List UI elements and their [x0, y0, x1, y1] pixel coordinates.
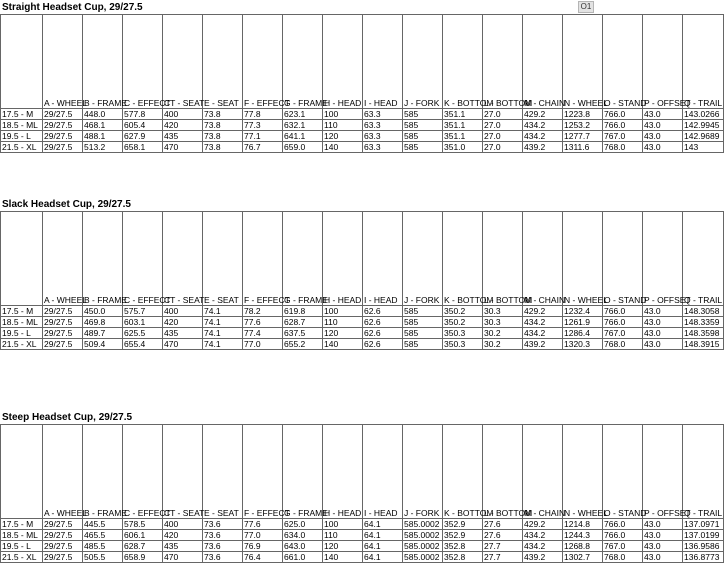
- table-cell[interactable]: 661.0: [283, 552, 323, 563]
- table-cell[interactable]: 77.0: [243, 530, 283, 541]
- table-cell[interactable]: 64.1: [363, 552, 403, 563]
- table-cell[interactable]: 29/27.5: [43, 306, 83, 317]
- table-cell[interactable]: 63.3: [363, 142, 403, 153]
- table-cell[interactable]: 143: [683, 142, 724, 153]
- table-cell[interactable]: 77.1: [243, 131, 283, 142]
- column-header[interactable]: F - EFFECT: [243, 425, 283, 519]
- column-header[interactable]: C - EFFECT: [123, 15, 163, 109]
- size-label-cell[interactable]: 17.5 - M: [1, 306, 43, 317]
- table-cell[interactable]: 27.0: [483, 131, 523, 142]
- table-cell[interactable]: 469.8: [83, 317, 123, 328]
- table-cell[interactable]: 64.1: [363, 541, 403, 552]
- size-label-cell[interactable]: 17.5 - M: [1, 519, 43, 530]
- column-header[interactable]: H - HEAD: [323, 425, 363, 519]
- table-cell[interactable]: 628.7: [283, 317, 323, 328]
- table-cell[interactable]: 148.3598: [683, 328, 724, 339]
- size-label-cell[interactable]: 21.5 - XL: [1, 142, 43, 153]
- table-cell[interactable]: 73.8: [203, 142, 243, 153]
- table-cell[interactable]: 120: [323, 131, 363, 142]
- table-cell[interactable]: 1232.4: [563, 306, 603, 317]
- table-cell[interactable]: 73.6: [203, 530, 243, 541]
- table-cell[interactable]: 641.1: [283, 131, 323, 142]
- table-cell[interactable]: 585.0002: [403, 552, 443, 563]
- table-cell[interactable]: 76.4: [243, 552, 283, 563]
- column-header[interactable]: O - STAND: [603, 15, 643, 109]
- table-cell[interactable]: 766.0: [603, 530, 643, 541]
- column-header[interactable]: H - HEAD: [323, 212, 363, 306]
- column-header[interactable]: F - EFFECT: [243, 212, 283, 306]
- table-row: [1, 306, 724, 317]
- size-label-cell[interactable]: 19.5 - L: [1, 131, 43, 142]
- table-cell[interactable]: 628.7: [123, 541, 163, 552]
- table-cell[interactable]: 606.1: [123, 530, 163, 541]
- table-cell[interactable]: 468.1: [83, 120, 123, 131]
- table-cell[interactable]: 435: [163, 131, 203, 142]
- table-cell[interactable]: 43.0: [643, 306, 683, 317]
- table-cell[interactable]: 400: [163, 306, 203, 317]
- table-cell[interactable]: 470: [163, 552, 203, 563]
- table-cell[interactable]: 768.0: [603, 552, 643, 563]
- table-cell[interactable]: 29/27.5: [43, 109, 83, 120]
- table-cell[interactable]: 142.9689: [683, 131, 724, 142]
- table-cell[interactable]: 73.6: [203, 552, 243, 563]
- table-cell[interactable]: 76.7: [243, 142, 283, 153]
- table-cell[interactable]: 605.4: [123, 120, 163, 131]
- table-cell[interactable]: 29/27.5: [43, 541, 83, 552]
- table-cell[interactable]: 62.6: [363, 339, 403, 350]
- table-cell[interactable]: 767.0: [603, 131, 643, 142]
- column-header[interactable]: B - FRAME: [83, 425, 123, 519]
- column-header[interactable]: A - WHEEL: [43, 15, 83, 109]
- table-cell[interactable]: 148.3915: [683, 339, 724, 350]
- table-cell[interactable]: 77.6: [243, 317, 283, 328]
- column-header[interactable]: E - SEAT: [203, 212, 243, 306]
- column-header[interactable]: M - CHAIN: [523, 212, 563, 306]
- table-cell[interactable]: 29/27.5: [43, 530, 83, 541]
- table-cell[interactable]: 140: [323, 339, 363, 350]
- table-cell[interactable]: 77.6: [243, 519, 283, 530]
- table-cell[interactable]: 73.8: [203, 120, 243, 131]
- table-cell[interactable]: 513.2: [83, 142, 123, 153]
- column-header[interactable]: B - FRAME: [83, 212, 123, 306]
- table-cell[interactable]: 76.9: [243, 541, 283, 552]
- table-cell[interactable]: 434.2: [523, 317, 563, 328]
- table-cell[interactable]: 137.0971: [683, 519, 724, 530]
- table-cell[interactable]: 352.8: [443, 552, 483, 563]
- table-cell[interactable]: 73.6: [203, 519, 243, 530]
- table-cell[interactable]: 63.3: [363, 120, 403, 131]
- table-row: [1, 530, 724, 541]
- table-cell[interactable]: 142.9945: [683, 120, 724, 131]
- column-header[interactable]: E - SEAT: [203, 425, 243, 519]
- table-cell[interactable]: 352.9: [443, 530, 483, 541]
- table-cell[interactable]: 658.9: [123, 552, 163, 563]
- column-header[interactable]: P - OFFSET: [643, 425, 683, 519]
- table-cell[interactable]: 585: [403, 306, 443, 317]
- table-cell[interactable]: 148.3359: [683, 317, 724, 328]
- column-header[interactable]: P - OFFSET: [643, 212, 683, 306]
- table-cell[interactable]: 43.0: [643, 317, 683, 328]
- column-header[interactable]: CT - SEAT: [163, 15, 203, 109]
- table-cell[interactable]: 43.0: [643, 142, 683, 153]
- table-cell[interactable]: 585.0002: [403, 530, 443, 541]
- table-cell[interactable]: 62.6: [363, 317, 403, 328]
- table-cell[interactable]: 465.5: [83, 530, 123, 541]
- column-header[interactable]: E - SEAT: [203, 15, 243, 109]
- table-cell[interactable]: 470: [163, 142, 203, 153]
- table-cell[interactable]: 27.7: [483, 552, 523, 563]
- table-cell[interactable]: 434.2: [523, 541, 563, 552]
- column-header[interactable]: C - EFFECT: [123, 212, 163, 306]
- column-header[interactable]: O - STAND: [603, 425, 643, 519]
- header-row: [1, 425, 724, 519]
- table-cell[interactable]: 488.1: [83, 131, 123, 142]
- table-cell[interactable]: 505.5: [83, 552, 123, 563]
- table-cell[interactable]: 43.0: [643, 120, 683, 131]
- column-header[interactable]: CT - SEAT: [163, 212, 203, 306]
- table-cell[interactable]: 445.5: [83, 519, 123, 530]
- column-header[interactable]: N - WHEEL: [563, 15, 603, 109]
- table-cell[interactable]: 30.3: [483, 306, 523, 317]
- table-cell[interactable]: 585: [403, 109, 443, 120]
- table-row: [1, 131, 724, 142]
- table-cell[interactable]: 100: [323, 519, 363, 530]
- table-cell[interactable]: 1223.8: [563, 109, 603, 120]
- table-cell[interactable]: 77.4: [243, 328, 283, 339]
- column-header[interactable]: N - WHEEL: [563, 212, 603, 306]
- table-cell[interactable]: 140: [323, 552, 363, 563]
- table-cell[interactable]: 43.0: [643, 339, 683, 350]
- table-cell[interactable]: 434.2: [523, 530, 563, 541]
- column-header[interactable]: P - OFFSET: [643, 15, 683, 109]
- table-cell[interactable]: 767.0: [603, 328, 643, 339]
- table-row: [1, 328, 724, 339]
- column-header[interactable]: M - CHAIN: [523, 15, 563, 109]
- table-cell[interactable]: 766.0: [603, 120, 643, 131]
- table-cell[interactable]: 585: [403, 317, 443, 328]
- table-cell[interactable]: 434.2: [523, 328, 563, 339]
- table-cell[interactable]: 585: [403, 339, 443, 350]
- column-header[interactable]: F - EFFECT: [243, 15, 283, 109]
- table-cell[interactable]: 577.8: [123, 109, 163, 120]
- table-cell[interactable]: 29/27.5: [43, 519, 83, 530]
- table-cell[interactable]: 1253.2: [563, 120, 603, 131]
- table-cell[interactable]: 766.0: [603, 317, 643, 328]
- column-header[interactable]: I - HEAD: [363, 212, 403, 306]
- size-label-cell[interactable]: 18.5 - ML: [1, 317, 43, 328]
- table-cell[interactable]: 623.1: [283, 109, 323, 120]
- column-header[interactable]: Q - TRAIL: [683, 15, 724, 109]
- column-header[interactable]: G - FRAME: [283, 212, 323, 306]
- table-cell[interactable]: 766.0: [603, 109, 643, 120]
- geometry-table: [0, 424, 724, 563]
- table-cell[interactable]: 448.0: [83, 109, 123, 120]
- table-cell[interactable]: 352.9: [443, 519, 483, 530]
- table-cell[interactable]: 27.0: [483, 109, 523, 120]
- table-cell[interactable]: 575.7: [123, 306, 163, 317]
- table-cell[interactable]: 585.0002: [403, 519, 443, 530]
- column-header[interactable]: K - BOTTOM: [443, 425, 483, 519]
- table-cell[interactable]: 62.6: [363, 328, 403, 339]
- size-label-cell[interactable]: 21.5 - XL: [1, 339, 43, 350]
- table-cell[interactable]: 73.8: [203, 109, 243, 120]
- table-cell[interactable]: 29/27.5: [43, 317, 83, 328]
- table-cell[interactable]: 658.1: [123, 142, 163, 153]
- table-cell[interactable]: 1302.7: [563, 552, 603, 563]
- table-row: [1, 552, 724, 563]
- column-header[interactable]: CT - SEAT: [163, 425, 203, 519]
- column-header[interactable]: K - BOTTOM: [443, 15, 483, 109]
- section-title: Slack Headset Cup, 29/27.5: [2, 199, 131, 210]
- table-cell[interactable]: 766.0: [603, 519, 643, 530]
- table-cell[interactable]: 30.3: [483, 317, 523, 328]
- table-cell[interactable]: 429.2: [523, 306, 563, 317]
- table-cell[interactable]: 767.0: [603, 541, 643, 552]
- table-cell[interactable]: 1286.4: [563, 328, 603, 339]
- table-cell[interactable]: 29/27.5: [43, 142, 83, 153]
- column-header[interactable]: H - HEAD: [323, 15, 363, 109]
- table-cell[interactable]: 439.2: [523, 339, 563, 350]
- table-cell[interactable]: 148.3058: [683, 306, 724, 317]
- table-cell[interactable]: 29/27.5: [43, 131, 83, 142]
- size-label-cell[interactable]: 17.5 - M: [1, 109, 43, 120]
- table-cell[interactable]: 110: [323, 317, 363, 328]
- table-cell[interactable]: 30.2: [483, 328, 523, 339]
- table-cell[interactable]: 634.0: [283, 530, 323, 541]
- table-cell[interactable]: 632.1: [283, 120, 323, 131]
- table-cell[interactable]: 627.9: [123, 131, 163, 142]
- table-row: [1, 317, 724, 328]
- table-cell[interactable]: 434.2: [523, 120, 563, 131]
- table-cell[interactable]: 585: [403, 142, 443, 153]
- column-header[interactable]: B - FRAME: [83, 15, 123, 109]
- table-cell[interactable]: 120: [323, 541, 363, 552]
- geometry-table: [0, 211, 724, 350]
- size-label-cell[interactable]: 19.5 - L: [1, 328, 43, 339]
- table-cell[interactable]: 350.2: [443, 306, 483, 317]
- table-cell[interactable]: 137.0199: [683, 530, 724, 541]
- table-cell[interactable]: 1311.6: [563, 142, 603, 153]
- section-title: Straight Headset Cup, 29/27.5: [2, 2, 143, 13]
- table-cell[interactable]: 655.2: [283, 339, 323, 350]
- table-cell[interactable]: 435: [163, 328, 203, 339]
- table-cell[interactable]: 43.0: [643, 109, 683, 120]
- size-label-cell[interactable]: 21.5 - XL: [1, 552, 43, 563]
- table-cell[interactable]: 400: [163, 519, 203, 530]
- table-row: [1, 339, 724, 350]
- table-cell[interactable]: 110: [323, 120, 363, 131]
- column-header[interactable]: J - FORK: [403, 425, 443, 519]
- column-header[interactable]: G - FRAME: [283, 425, 323, 519]
- column-header[interactable]: I - HEAD: [363, 15, 403, 109]
- column-header[interactable]: [1, 15, 43, 109]
- table-cell[interactable]: 136.9586: [683, 541, 724, 552]
- table-cell[interactable]: 43.0: [643, 530, 683, 541]
- size-label-cell[interactable]: 18.5 - ML: [1, 120, 43, 131]
- table-cell[interactable]: 62.6: [363, 306, 403, 317]
- column-header[interactable]: [1, 425, 43, 519]
- table-cell[interactable]: 350.3: [443, 328, 483, 339]
- table-cell[interactable]: 768.0: [603, 339, 643, 350]
- column-header[interactable]: L - BOTTOM: [483, 212, 523, 306]
- table-cell[interactable]: 489.7: [83, 328, 123, 339]
- table-cell[interactable]: 429.2: [523, 109, 563, 120]
- table-cell[interactable]: 470: [163, 339, 203, 350]
- table-cell[interactable]: 619.8: [283, 306, 323, 317]
- table-cell[interactable]: 29/27.5: [43, 552, 83, 563]
- table-cell[interactable]: 655.4: [123, 339, 163, 350]
- table-cell[interactable]: 1268.8: [563, 541, 603, 552]
- table-cell[interactable]: 434.2: [523, 131, 563, 142]
- column-header[interactable]: O - STAND: [603, 212, 643, 306]
- table-cell[interactable]: 585: [403, 120, 443, 131]
- table-cell[interactable]: 585: [403, 328, 443, 339]
- table-cell[interactable]: 43.0: [643, 519, 683, 530]
- table-cell[interactable]: 637.5: [283, 328, 323, 339]
- table-cell[interactable]: 351.1: [443, 131, 483, 142]
- table-cell[interactable]: 1277.7: [563, 131, 603, 142]
- table-cell[interactable]: 643.0: [283, 541, 323, 552]
- section-title: Steep Headset Cup, 29/27.5: [2, 412, 133, 423]
- table-cell[interactable]: 435: [163, 541, 203, 552]
- table-cell[interactable]: 63.3: [363, 109, 403, 120]
- cell-reference-badge: O1: [578, 1, 594, 13]
- table-cell[interactable]: 585.0002: [403, 541, 443, 552]
- column-header[interactable]: M - CHAIN: [523, 425, 563, 519]
- table-cell[interactable]: 1320.3: [563, 339, 603, 350]
- column-header[interactable]: C - EFFECT: [123, 425, 163, 519]
- column-header[interactable]: J - FORK: [403, 212, 443, 306]
- table-cell[interactable]: 420: [163, 530, 203, 541]
- table-cell[interactable]: 64.1: [363, 519, 403, 530]
- table-cell[interactable]: 585: [403, 131, 443, 142]
- table-cell[interactable]: 74.1: [203, 317, 243, 328]
- table-cell[interactable]: 43.0: [643, 541, 683, 552]
- table-cell[interactable]: 351.0: [443, 142, 483, 153]
- table-cell[interactable]: 64.1: [363, 530, 403, 541]
- table-cell[interactable]: 485.5: [83, 541, 123, 552]
- header-row: [1, 15, 724, 109]
- column-header[interactable]: A - WHEEL: [43, 212, 83, 306]
- table-cell[interactable]: 429.2: [523, 519, 563, 530]
- column-header[interactable]: Q - TRAIL: [683, 212, 724, 306]
- table-cell[interactable]: 74.1: [203, 339, 243, 350]
- table-cell[interactable]: 27.0: [483, 142, 523, 153]
- table-cell[interactable]: 1244.3: [563, 530, 603, 541]
- table-cell[interactable]: 136.8773: [683, 552, 724, 563]
- column-header[interactable]: A - WHEEL: [43, 425, 83, 519]
- column-header[interactable]: L - BOTTOM: [483, 425, 523, 519]
- table-cell[interactable]: 100: [323, 306, 363, 317]
- table-cell[interactable]: 768.0: [603, 142, 643, 153]
- table-cell[interactable]: 43.0: [643, 552, 683, 563]
- size-label-cell[interactable]: 19.5 - L: [1, 541, 43, 552]
- table-cell[interactable]: 74.1: [203, 328, 243, 339]
- table-cell[interactable]: 1261.9: [563, 317, 603, 328]
- table-cell[interactable]: 73.8: [203, 131, 243, 142]
- table-cell[interactable]: 43.0: [643, 328, 683, 339]
- size-label-cell[interactable]: 18.5 - ML: [1, 530, 43, 541]
- table-cell[interactable]: 27.0: [483, 120, 523, 131]
- column-header[interactable]: G - FRAME: [283, 15, 323, 109]
- table-cell[interactable]: 420: [163, 120, 203, 131]
- table-cell[interactable]: 29/27.5: [43, 339, 83, 350]
- table-cell[interactable]: 27.6: [483, 519, 523, 530]
- table-row: [1, 142, 724, 153]
- table-cell[interactable]: 73.6: [203, 541, 243, 552]
- header-row: [1, 212, 724, 306]
- table-cell[interactable]: 450.0: [83, 306, 123, 317]
- table-cell[interactable]: 439.2: [523, 142, 563, 153]
- column-header[interactable]: K - BOTTOM: [443, 212, 483, 306]
- table-cell[interactable]: 352.8: [443, 541, 483, 552]
- table-cell[interactable]: 420: [163, 317, 203, 328]
- table-cell[interactable]: 77.0: [243, 339, 283, 350]
- table-cell[interactable]: 1214.8: [563, 519, 603, 530]
- table-cell[interactable]: 30.2: [483, 339, 523, 350]
- column-header[interactable]: N - WHEEL: [563, 425, 603, 519]
- table-cell[interactable]: 29/27.5: [43, 328, 83, 339]
- table-cell[interactable]: 100: [323, 109, 363, 120]
- table-cell[interactable]: 77.8: [243, 109, 283, 120]
- table-row: [1, 519, 724, 530]
- table-cell[interactable]: 603.1: [123, 317, 163, 328]
- table-cell[interactable]: 625.5: [123, 328, 163, 339]
- table-cell[interactable]: 351.1: [443, 109, 483, 120]
- column-header[interactable]: L - BOTTOM: [483, 15, 523, 109]
- column-header[interactable]: I - HEAD: [363, 425, 403, 519]
- column-header[interactable]: [1, 212, 43, 306]
- table-cell[interactable]: 77.3: [243, 120, 283, 131]
- table-cell[interactable]: 766.0: [603, 306, 643, 317]
- table-cell[interactable]: 578.5: [123, 519, 163, 530]
- table-cell[interactable]: 350.2: [443, 317, 483, 328]
- table-cell[interactable]: 110: [323, 530, 363, 541]
- table-cell[interactable]: 120: [323, 328, 363, 339]
- table-cell[interactable]: 659.0: [283, 142, 323, 153]
- table-row: [1, 109, 724, 120]
- table-cell[interactable]: 625.0: [283, 519, 323, 530]
- table-cell[interactable]: 351.1: [443, 120, 483, 131]
- table-cell[interactable]: 509.4: [83, 339, 123, 350]
- table-cell[interactable]: 140: [323, 142, 363, 153]
- table-cell[interactable]: 29/27.5: [43, 120, 83, 131]
- table-cell[interactable]: 143.0266: [683, 109, 724, 120]
- table-cell[interactable]: 63.3: [363, 131, 403, 142]
- table-cell[interactable]: 439.2: [523, 552, 563, 563]
- table-row: [1, 541, 724, 552]
- table-cell[interactable]: 27.6: [483, 530, 523, 541]
- geometry-table: [0, 14, 724, 153]
- table-row: [1, 120, 724, 131]
- table-cell[interactable]: 43.0: [643, 131, 683, 142]
- table-cell[interactable]: 400: [163, 109, 203, 120]
- column-header[interactable]: J - FORK: [403, 15, 443, 109]
- table-cell[interactable]: 78.2: [243, 306, 283, 317]
- table-cell[interactable]: 350.3: [443, 339, 483, 350]
- table-cell[interactable]: 74.1: [203, 306, 243, 317]
- column-header[interactable]: Q - TRAIL: [683, 425, 724, 519]
- table-cell[interactable]: 27.7: [483, 541, 523, 552]
